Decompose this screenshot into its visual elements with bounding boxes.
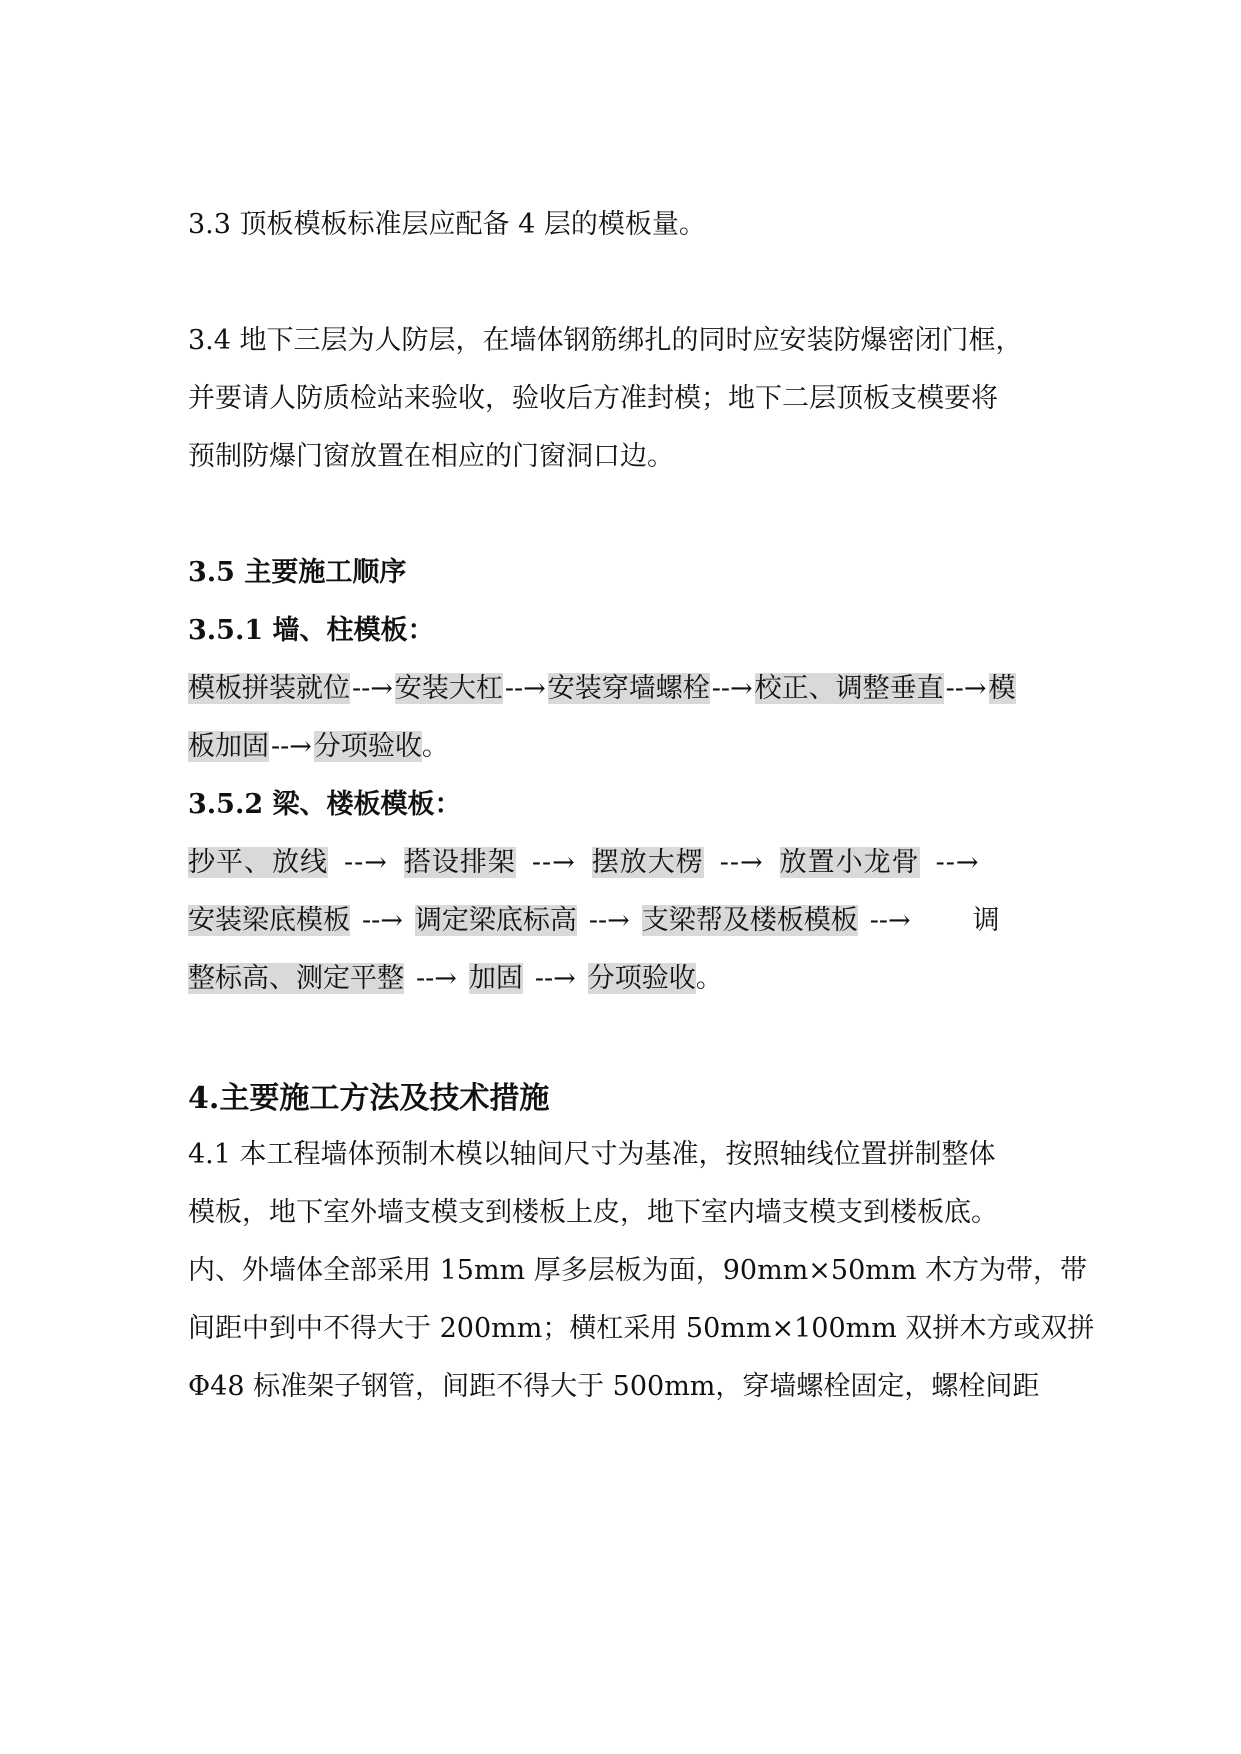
arrow: --→	[935, 847, 980, 878]
step: 校正、调整垂直	[754, 673, 944, 704]
arrow: --→	[352, 673, 393, 704]
step: 加固	[468, 963, 523, 994]
arrow: --→	[362, 905, 403, 936]
step: 模	[988, 673, 1016, 704]
heading-3-5-1: 3.5.1 墙、柱模板：	[188, 615, 435, 646]
sentence-end: 。	[421, 731, 449, 762]
step: 分项验收	[587, 963, 696, 994]
arrow: --→	[531, 847, 576, 878]
arrow: --→	[271, 731, 312, 762]
step: 摆放大楞	[591, 847, 704, 878]
arrow: --→	[719, 847, 764, 878]
arrow: --→	[945, 673, 987, 704]
arrow: --→	[869, 905, 911, 936]
paragraph-4-1-line-1: 4.1 本工程墙体预制木模以轴间尺寸为基准，按照轴线位置拼制整体	[188, 1139, 996, 1170]
step: 支梁帮及楼板模板	[641, 905, 858, 936]
arrow: --→	[344, 847, 388, 878]
sequence-3-5-1-line-2	[188, 727, 449, 767]
sequence-3-5-2-line-3	[188, 959, 723, 999]
step: 搭设排架	[403, 847, 516, 878]
paragraph-4-1-line-5: Φ48 标准架子钢管，间距不得大于 500mm，穿墙螺栓固定，螺栓间距	[188, 1371, 1040, 1402]
paragraph-3-4-line-3: 预制防爆门窗放置在相应的门窗洞口边。	[188, 441, 674, 472]
paragraph-3-4-line-1: 3.4 地下三层为人防层，在墙体钢筋绑扎的同时应安装防爆密闭门框，	[188, 325, 1023, 356]
heading-4: 4.主要施工方法及技术措施	[188, 1081, 550, 1116]
arrow: --→	[588, 905, 630, 936]
heading-3-5: 3.5 主要施工顺序	[188, 557, 407, 588]
sequence-3-5-2-line-2	[188, 901, 1000, 941]
step: 安装穿墙螺栓	[547, 673, 710, 704]
paragraph-4-1-line-3: 内、外墙体全部采用 15mm 厚多层板为面，90mm×50mm 木方为带，带	[188, 1255, 1088, 1286]
paragraph-3-4-line-2: 并要请人防质检站来验收，验收后方准封模；地下二层顶板支模要将	[188, 383, 998, 414]
paragraph-4-1-line-2: 模板，地下室外墙支模支到楼板上皮，地下室内墙支模支到楼板底。	[188, 1197, 998, 1228]
step: 安装大杠	[394, 673, 503, 704]
heading-3-5-2: 3.5.2 梁、楼板模板：	[188, 789, 462, 820]
arrow: --→	[711, 673, 753, 704]
paragraph-3-3: 3.3 顶板模板标准层应配备 4 层的模板量。	[188, 209, 706, 240]
paragraph-4-1-line-4: 间距中到中不得大于 200mm；横杠采用 50mm×100mm 双拼木方或双拼	[188, 1313, 1095, 1344]
step: 整标高、测定平整	[188, 963, 404, 994]
step: 调定梁底标高	[414, 905, 577, 936]
sentence-end: 。	[695, 963, 723, 994]
step: 板加固	[188, 731, 269, 762]
step: 抄平、放线	[188, 847, 328, 878]
step: 调	[972, 905, 1000, 936]
sequence-3-5-1-line-1	[188, 669, 1016, 709]
arrow: --→	[504, 673, 546, 704]
sequence-3-5-2-line-1	[188, 843, 980, 883]
arrow: --→	[416, 963, 457, 994]
step: 模板拼装就位	[188, 673, 350, 704]
step: 安装梁底模板	[188, 905, 350, 936]
arrow: --→	[534, 963, 576, 994]
step: 分项验收	[313, 731, 422, 762]
step: 放置小龙骨	[779, 847, 920, 878]
